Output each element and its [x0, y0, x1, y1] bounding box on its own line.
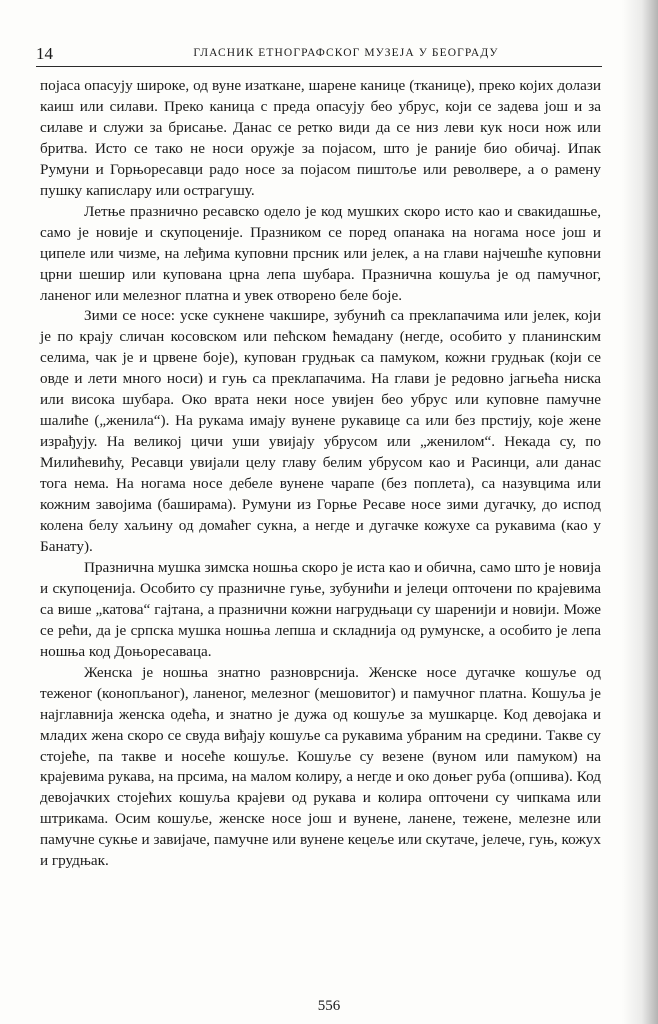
page-edge-shadow — [622, 0, 658, 1024]
header-rule — [36, 66, 602, 67]
page-number: 14 — [36, 44, 53, 63]
body-text — [40, 76, 601, 872]
folio-number: 556 — [317, 998, 341, 1014]
journal-title: ГЛАСНИК ЕТНОГРАФСКОГ МУЗЕЈА У БЕОГРАДУ — [193, 47, 499, 59]
paragraph-4: Празнична мушка зимска ношња скоро је иста као и обична, само што је новија и скупоценија. Особито су празничне гуње, зубунићи и јелеци опточени по крајевима са више „катова“ гајтана, а празнични кожни нагрудњаци су шаренији и новији. Може се рећи, да је српска мушка ношња лепша и складнија од румунске, а особито је лепа ношња код Доњоресаваца. — [40, 558, 601, 660]
paragraph-5: Женска је ношња знатно разноврснија. Женске носе дугачке кошуље од теженог (конопљаног), ланеног, мелезног (мешовитог) и памучног платна. Кошуља је најглавнија женска одећа, и знатно је дужа од кошуље за мушкарце. Код девојака и младих жена скоро се свуда виђају кошуље са рукавима убраним на средини. Такве су стојеће, па такве и носеће кошуље. Кошуље су везене (вуном или памуком) на крајевима рукава, на прсима, на малом колиру, а негде и око доњег руба (опшива). Код девојачких стојећих кошуља крајеви од рукава и колира опточени су чипкама или штрикама. Осим кошуље, женске носе још и вунене, ланене, тежене, мелезне или памучне сукње и завијаче, памучне или вунене кецеље или скутаче, јелече, гуњ, кожух и грудњак. — [40, 663, 601, 870]
paragraph-3: Зими се носе: уске сукнене чакшире, зубунић са преклапачима или јелек, који је по крају сличан косовском или пећском ћемадану (негде, особито у планинским селима, чак је и црвене боје), купован грудњак са памуком, кожни грудњак (који се овде и лети много носи) и гуњ са преклапачима. На глави је редовно јагњећа ниска или висока шубара. Око врата неки носе увијен бео убрус или куповне памучне шалиће („женила“). На рукама имају вунене рукавице са или без прстију, које жене израђују. На великој цичи уши увијају убрусом или „женилом“. Некада су, по Милићевићу, Ресавци увијали целу главу белим убрусом као и Расинци, али данас тога нема. На ногама носе дебеле вунене чарапе (без поплета), са назувцима или кожним завојима (баширама). Румуни из Горње Ресаве носе зими дугачку, до испод колена белу хаљину од домаћег сукна, а негде и дугачке кожухе са рукавима (као у Банату). — [40, 307, 601, 555]
paragraph-2: Летње празнично ресавско одело је код мушких скоро исто као и свакидашње, само је новије и скупоценије. Празником се поред опанака на ногама носе још и ципеле или чизме, на леђима куповни прсник или јелек, а на глави најчешће куповни црни шешир или купована црна лепа шубара. Празнична кошуља је од памучног, ланеног или мелезног платна и увек отворено беле боје. — [40, 202, 601, 304]
paragraph-1: појаса опасују широке, од вуне изаткане, шарене канице (тканице), преко којих долази каиш или силави. Преко каница с преда опасују бео убрус, који се задева још и за силаве и служи за брисање. Данас се ретко види да се низ леви кук носи нож или бритва. Исто се тако не носи оружје за појасом, што је раније био обичај. Ипак Румуни и Горњоресавци радо носе за појасом пиштоље или револвере, а о рамену пушку капислару или острагушу. — [40, 77, 601, 199]
running-head — [36, 44, 602, 66]
